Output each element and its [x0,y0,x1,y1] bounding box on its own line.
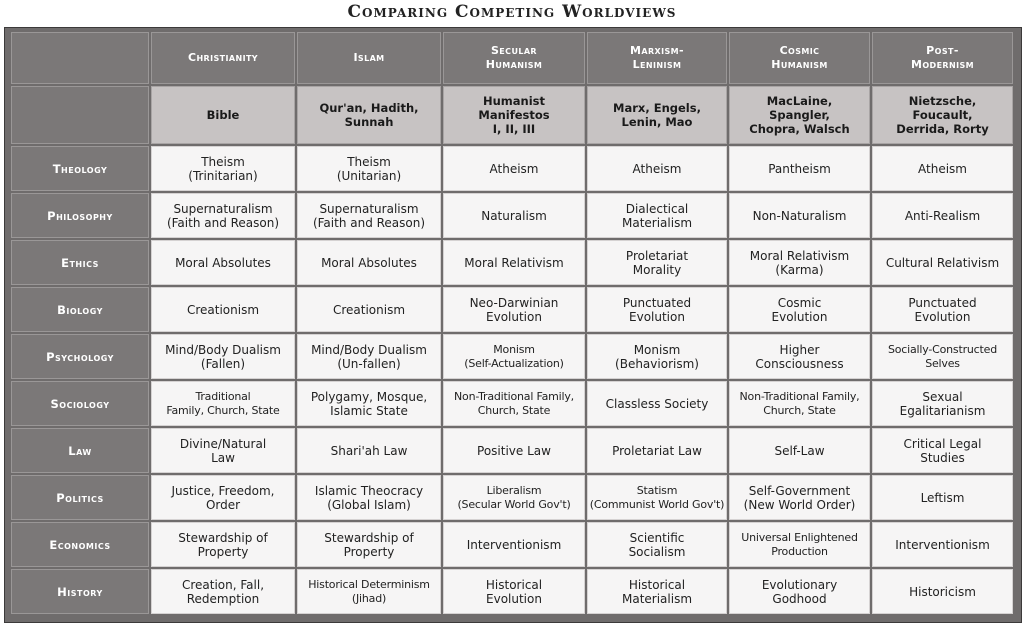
table-cell: Leftism [872,475,1013,520]
table-cell: Moral Relativism (Karma) [729,240,870,285]
table-cell: Mind/Body Dualism (Fallen) [151,334,295,379]
table-cell: Proletariat Morality [587,240,727,285]
table-cell: Islamic Theocracy (Global Islam) [297,475,441,520]
table-cell: Scientific Socialism [587,522,727,567]
source-row [11,86,1013,144]
column-source: Qur'an, Hadith, Sunnah [297,86,441,144]
table-cell: Historicism [872,569,1013,614]
table-row [11,428,1013,473]
table-cell: Creationism [297,287,441,332]
table-cell: Punctuated Evolution [587,287,727,332]
table-cell: Supernaturalism (Faith and Reason) [151,193,295,238]
header-row [11,32,1013,84]
row-label: Economics [11,522,149,567]
table-cell: Critical Legal Studies [872,428,1013,473]
table-cell: Monism (Self-Actualization) [443,334,585,379]
column-header: Christianity [151,32,295,84]
row-label: Philosophy [11,193,149,238]
row-label: Politics [11,475,149,520]
table-cell: Moral Relativism [443,240,585,285]
column-source: Nietzsche, Foucault, Derrida, Rorty [872,86,1013,144]
table-cell: Classless Society [587,381,727,426]
table-cell: Stewardship of Property [151,522,295,567]
corner-cell [11,32,149,84]
table-cell: Self-Government (New World Order) [729,475,870,520]
table-cell: Mind/Body Dualism (Un-fallen) [297,334,441,379]
table-cell: Monism (Behaviorism) [587,334,727,379]
table-cell: Moral Absolutes [151,240,295,285]
table-cell: Punctuated Evolution [872,287,1013,332]
table-row [11,240,1013,285]
table-cell: Higher Consciousness [729,334,870,379]
table-cell: Creation, Fall, Redemption [151,569,295,614]
table-cell: Cosmic Evolution [729,287,870,332]
table-cell: Positive Law [443,428,585,473]
table-row [11,334,1013,379]
worldview-comparison-table [9,30,1015,616]
table-row [11,193,1013,238]
table-cell: Historical Determinism (Jihad) [297,569,441,614]
table-cell: Neo-Darwinian Evolution [443,287,585,332]
table-cell: Non-Traditional Family, Church, State [443,381,585,426]
table-cell: Polygamy, Mosque, Islamic State [297,381,441,426]
table-cell: Dialectical Materialism [587,193,727,238]
table-body [11,146,1013,614]
column-header: Post- Modernism [872,32,1013,84]
column-header: Cosmic Humanism [729,32,870,84]
table-row [11,287,1013,332]
column-source: Bible [151,86,295,144]
row-label: Law [11,428,149,473]
table-cell: Naturalism [443,193,585,238]
column-source: MacLaine, Spangler, Chopra, Walsch [729,86,870,144]
column-source: Humanist Manifestos I, II, III [443,86,585,144]
table-row [11,146,1013,191]
table-cell: Theism (Trinitarian) [151,146,295,191]
corner-cell-source [11,86,149,144]
table-cell: Universal Enlightened Production [729,522,870,567]
column-source: Marx, Engels, Lenin, Mao [587,86,727,144]
worldview-table-frame [4,27,1022,623]
table-cell: Evolutionary Godhood [729,569,870,614]
table-cell: Atheism [587,146,727,191]
table-cell: Theism (Unitarian) [297,146,441,191]
table-cell: Anti-Realism [872,193,1013,238]
table-cell: Creationism [151,287,295,332]
table-cell: Cultural Relativism [872,240,1013,285]
table-cell: Non-Traditional Family, Church, State [729,381,870,426]
table-cell: Liberalism (Secular World Gov't) [443,475,585,520]
table-cell: Moral Absolutes [297,240,441,285]
table-cell: Interventionism [443,522,585,567]
table-row [11,522,1013,567]
row-label: Biology [11,287,149,332]
table-cell: Historical Evolution [443,569,585,614]
table-cell: Proletariat Law [587,428,727,473]
table-cell: Self-Law [729,428,870,473]
page-title: Comparing Competing Worldviews [347,2,677,22]
row-label: History [11,569,149,614]
row-label: Psychology [11,334,149,379]
table-cell: Traditional Family, Church, State [151,381,295,426]
row-label: Sociology [11,381,149,426]
table-cell: Shari'ah Law [297,428,441,473]
row-label: Theology [11,146,149,191]
row-label: Ethics [11,240,149,285]
table-cell: Atheism [443,146,585,191]
column-header: Marxism- Leninism [587,32,727,84]
table-cell: Statism (Communist World Gov't) [587,475,727,520]
column-header: Islam [297,32,441,84]
table-row [11,381,1013,426]
table-cell: Socially-Constructed Selves [872,334,1013,379]
table-cell: Stewardship of Property [297,522,441,567]
table-cell: Historical Materialism [587,569,727,614]
table-cell: Divine/Natural Law [151,428,295,473]
table-cell: Interventionism [872,522,1013,567]
column-header: Secular Humanism [443,32,585,84]
table-cell: Pantheism [729,146,870,191]
table-cell: Justice, Freedom, Order [151,475,295,520]
table-row [11,569,1013,614]
table-cell: Sexual Egalitarianism [872,381,1013,426]
table-row [11,475,1013,520]
table-cell: Supernaturalism (Faith and Reason) [297,193,441,238]
table-cell: Atheism [872,146,1013,191]
table-cell: Non-Naturalism [729,193,870,238]
